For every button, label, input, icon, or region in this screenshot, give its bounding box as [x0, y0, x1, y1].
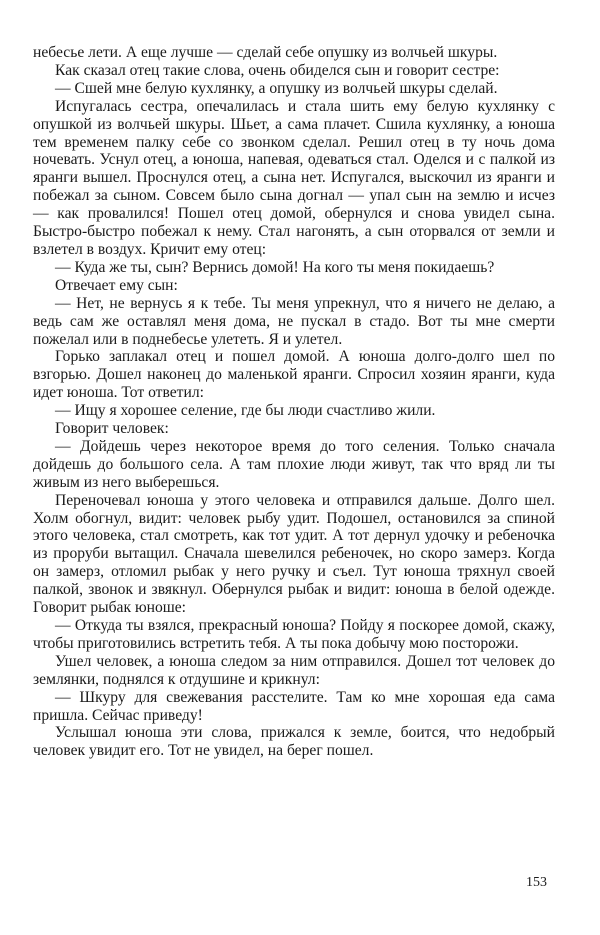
paragraph: — Дойдешь через некоторое время до того селения. Только сначала дойдешь до большого села. А там плохие люди живут, так что вряд ли ты живым из него выберешься. — [33, 437, 555, 491]
paragraph: — Куда же ты, сын? Вернись домой! На кого ты меня покидаешь? — [55, 258, 495, 276]
paragraph: Ушел человек, а юноша следом за ним отправился. Дошел тот человек до землянки, поднялся к отдушине и крикнул: — [33, 652, 555, 688]
page-body — [33, 44, 555, 760]
page-number: 153 — [526, 875, 547, 890]
story-text — [33, 44, 555, 760]
paragraph: — Сшей мне белую кухлянку, а опушку из волчьей шкуры сделай. — [55, 79, 498, 97]
paragraph: — Шкуру для свежевания расстелите. Там ко мне хорошая еда сама пришла. Сейчас приведу! — [33, 688, 555, 724]
paragraph: Как сказал отец такие слова, очень обиделся сын и говорит сестре: — [55, 61, 500, 79]
paragraph: Испугалась сестра, опечалилась и стала шить ему белую кухлянку с опушкой из волчьей шкуры. Шьет, а сама плачет. Сшила кухлянку, а юноша тем временем палку себе со звонком сделал. Решил отец в ту ночь дома ночевать. Уснул отец, а юноша, напевая, одеваться стал. Оделся и с палкой из яранги вышел. Проснулся отец, а сына нет. Испугался, выскочил из яранги и побежал за сыном. Совсем было сына догнал — упал сын на землю и исчез — как провалился! Пошел отец домой, обернулся и снова увидел сына. Быстро-быстро побежал к нему. Стал нагонять, а сын оторвался от земли и взлетел в воздух. Кричит ему отец: — [33, 97, 555, 258]
paragraph: Отвечает ему сын: — [55, 276, 178, 294]
paragraph: Переночевал юноша у этого человека и отправился дальше. Долго шел. Холм обогнул, видит: человек рыбу удит. Подошел, остановился за спиной этого человека, стал смотреть, как тот удит. А тот дернул удочку и ребеночка из проруби вытащил. Сначала шевелился ребеночек, но скоро замерз. Когда он замерз, отломил рыбак у него ручку и съел. Тут юноша тряхнул своей палкой, звонок и звякнул. Обернулся рыбак и видит: юноша в белой одежде. Говорит рыбак юноше: — [33, 491, 555, 617]
paragraph: Горько заплакал отец и пошел домой. А юноша долго-долго шел по взгорью. Дошел наконец до маленькой яранги. Спросил хозяин яранги, куда идет юноша. Тот ответил: — [33, 348, 555, 402]
paragraph: — Откуда ты взялся, прекрасный юноша? Пойду я поскорее домой, скажу, чтобы приготовились встретить тебя. А ты пока добычу мою посторожи. — [33, 617, 555, 652]
paragraph: Говорит человек: — [55, 420, 169, 438]
paragraph: небесье лети. А еще лучше — сделай себе опушку из волчьей шкуры. — [33, 44, 498, 61]
paragraph: — Нет, не вернусь я к тебе. Ты меня упрекнул, что я ничего не делаю, а ведь сам же оставлял меня дома, не пускал в стадо. Вот ты мне смерти пожелал или в поднебесье улететь. Я и улетел. — [33, 294, 555, 348]
paragraph: Услышал юноша эти слова, прижался к земле, боится, что недобрый человек увидит его. Тот не увидел, на берег пошел. — [33, 724, 555, 760]
paragraph: — Ищу я хорошее селение, где бы люди счастливо жили. — [55, 402, 436, 420]
